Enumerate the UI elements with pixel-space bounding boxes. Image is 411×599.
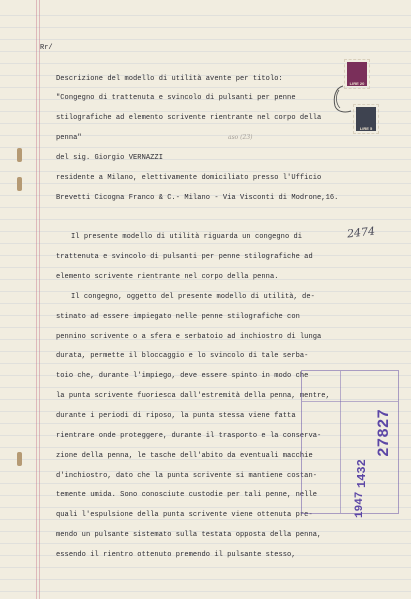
text-line: trattenuta e svincolo di pulsanti per penne stilografiche ad — [56, 253, 313, 261]
text-line: residente a Milano, elettivamente domiciliato presso l'Ufficio — [56, 174, 322, 182]
text-line: del sig. Giorgio VERNAZZI — [56, 154, 163, 162]
binding-hole — [17, 148, 22, 162]
protocol-number: 27827 — [375, 408, 393, 457]
text-line: essendo il rientro ottenuto premendo il pulsante stesso, — [56, 551, 296, 559]
text-line: stilografiche ad elemento scrivente rientrante nel corpo della — [56, 114, 322, 122]
text-line: Brevetti Cicogna Franco & C.- Milano - Via Visconti di Modrone,16. — [56, 194, 339, 202]
text-line: elemento scrivente rientrante nel corpo della penna. — [56, 273, 279, 281]
margin-rule — [36, 0, 37, 599]
margin-rule — [39, 0, 40, 599]
text-line: zione della penna, le tasche dell'abito da eventuali macchie — [56, 452, 313, 460]
reference-mark: Rr/ — [40, 44, 53, 52]
registration-number: 1432 — [355, 459, 369, 488]
cancellation-mark — [331, 84, 355, 114]
frame-divider — [302, 401, 398, 402]
registration-year: 1947 — [354, 491, 366, 518]
text-line: stinato ad essere impiegato nelle penne stilografiche con — [56, 313, 300, 321]
stamp-value: LIRE 5 — [359, 126, 373, 131]
binding-hole — [17, 452, 22, 466]
text-line: quali l'espulsione della punta scrivente viene ottenuta pre- — [56, 511, 313, 519]
handwritten-faint: aso (23) — [228, 134, 253, 141]
text-line: "Congegno di trattenuta e svincolo di pulsanti per penne — [56, 94, 296, 102]
text-line: penna" — [56, 134, 82, 142]
revenue-stamp — [353, 104, 379, 134]
text-line: temente umida. Sono conosciute custodie per tali penne, nelle — [56, 491, 318, 499]
text-line: durante i periodi di riposo, la punta stessa viene fatta — [56, 412, 296, 420]
text-line: d'inchiostro, dato che la punta scrivente si mantiene costan- — [56, 472, 318, 480]
text-line: mendo un pulsante sistemato sulla testata opposta della penna, — [56, 531, 322, 539]
handwritten-number: 2474 — [346, 224, 376, 241]
stamp-value: LIRE 20 — [349, 81, 365, 86]
text-line: pennino scrivente o a sfera e serbatoio ad inchiostro di lunga — [56, 333, 322, 341]
binding-hole — [17, 177, 22, 191]
text-line: durata, permette il bloccaggio e lo svincolo di tale serba- — [56, 352, 309, 360]
frame-divider — [340, 371, 341, 513]
text-line: rientrare onde proteggere, durante il trasporto e la conserva- — [56, 432, 322, 440]
text-line: Descrizione del modello di utilità avente per titolo: — [56, 75, 283, 83]
text-line: Il presente modello di utilità riguarda un congegno di — [71, 233, 303, 241]
text-line: la punta scrivente fuoriesca dall'estremità della penna, mentre, — [56, 392, 330, 400]
text-line: Il congegno, oggetto del presente modello di utilità, de- — [71, 293, 315, 301]
text-line: toio che, durante l'impiego, deve essere spinto in modo che — [56, 372, 309, 380]
